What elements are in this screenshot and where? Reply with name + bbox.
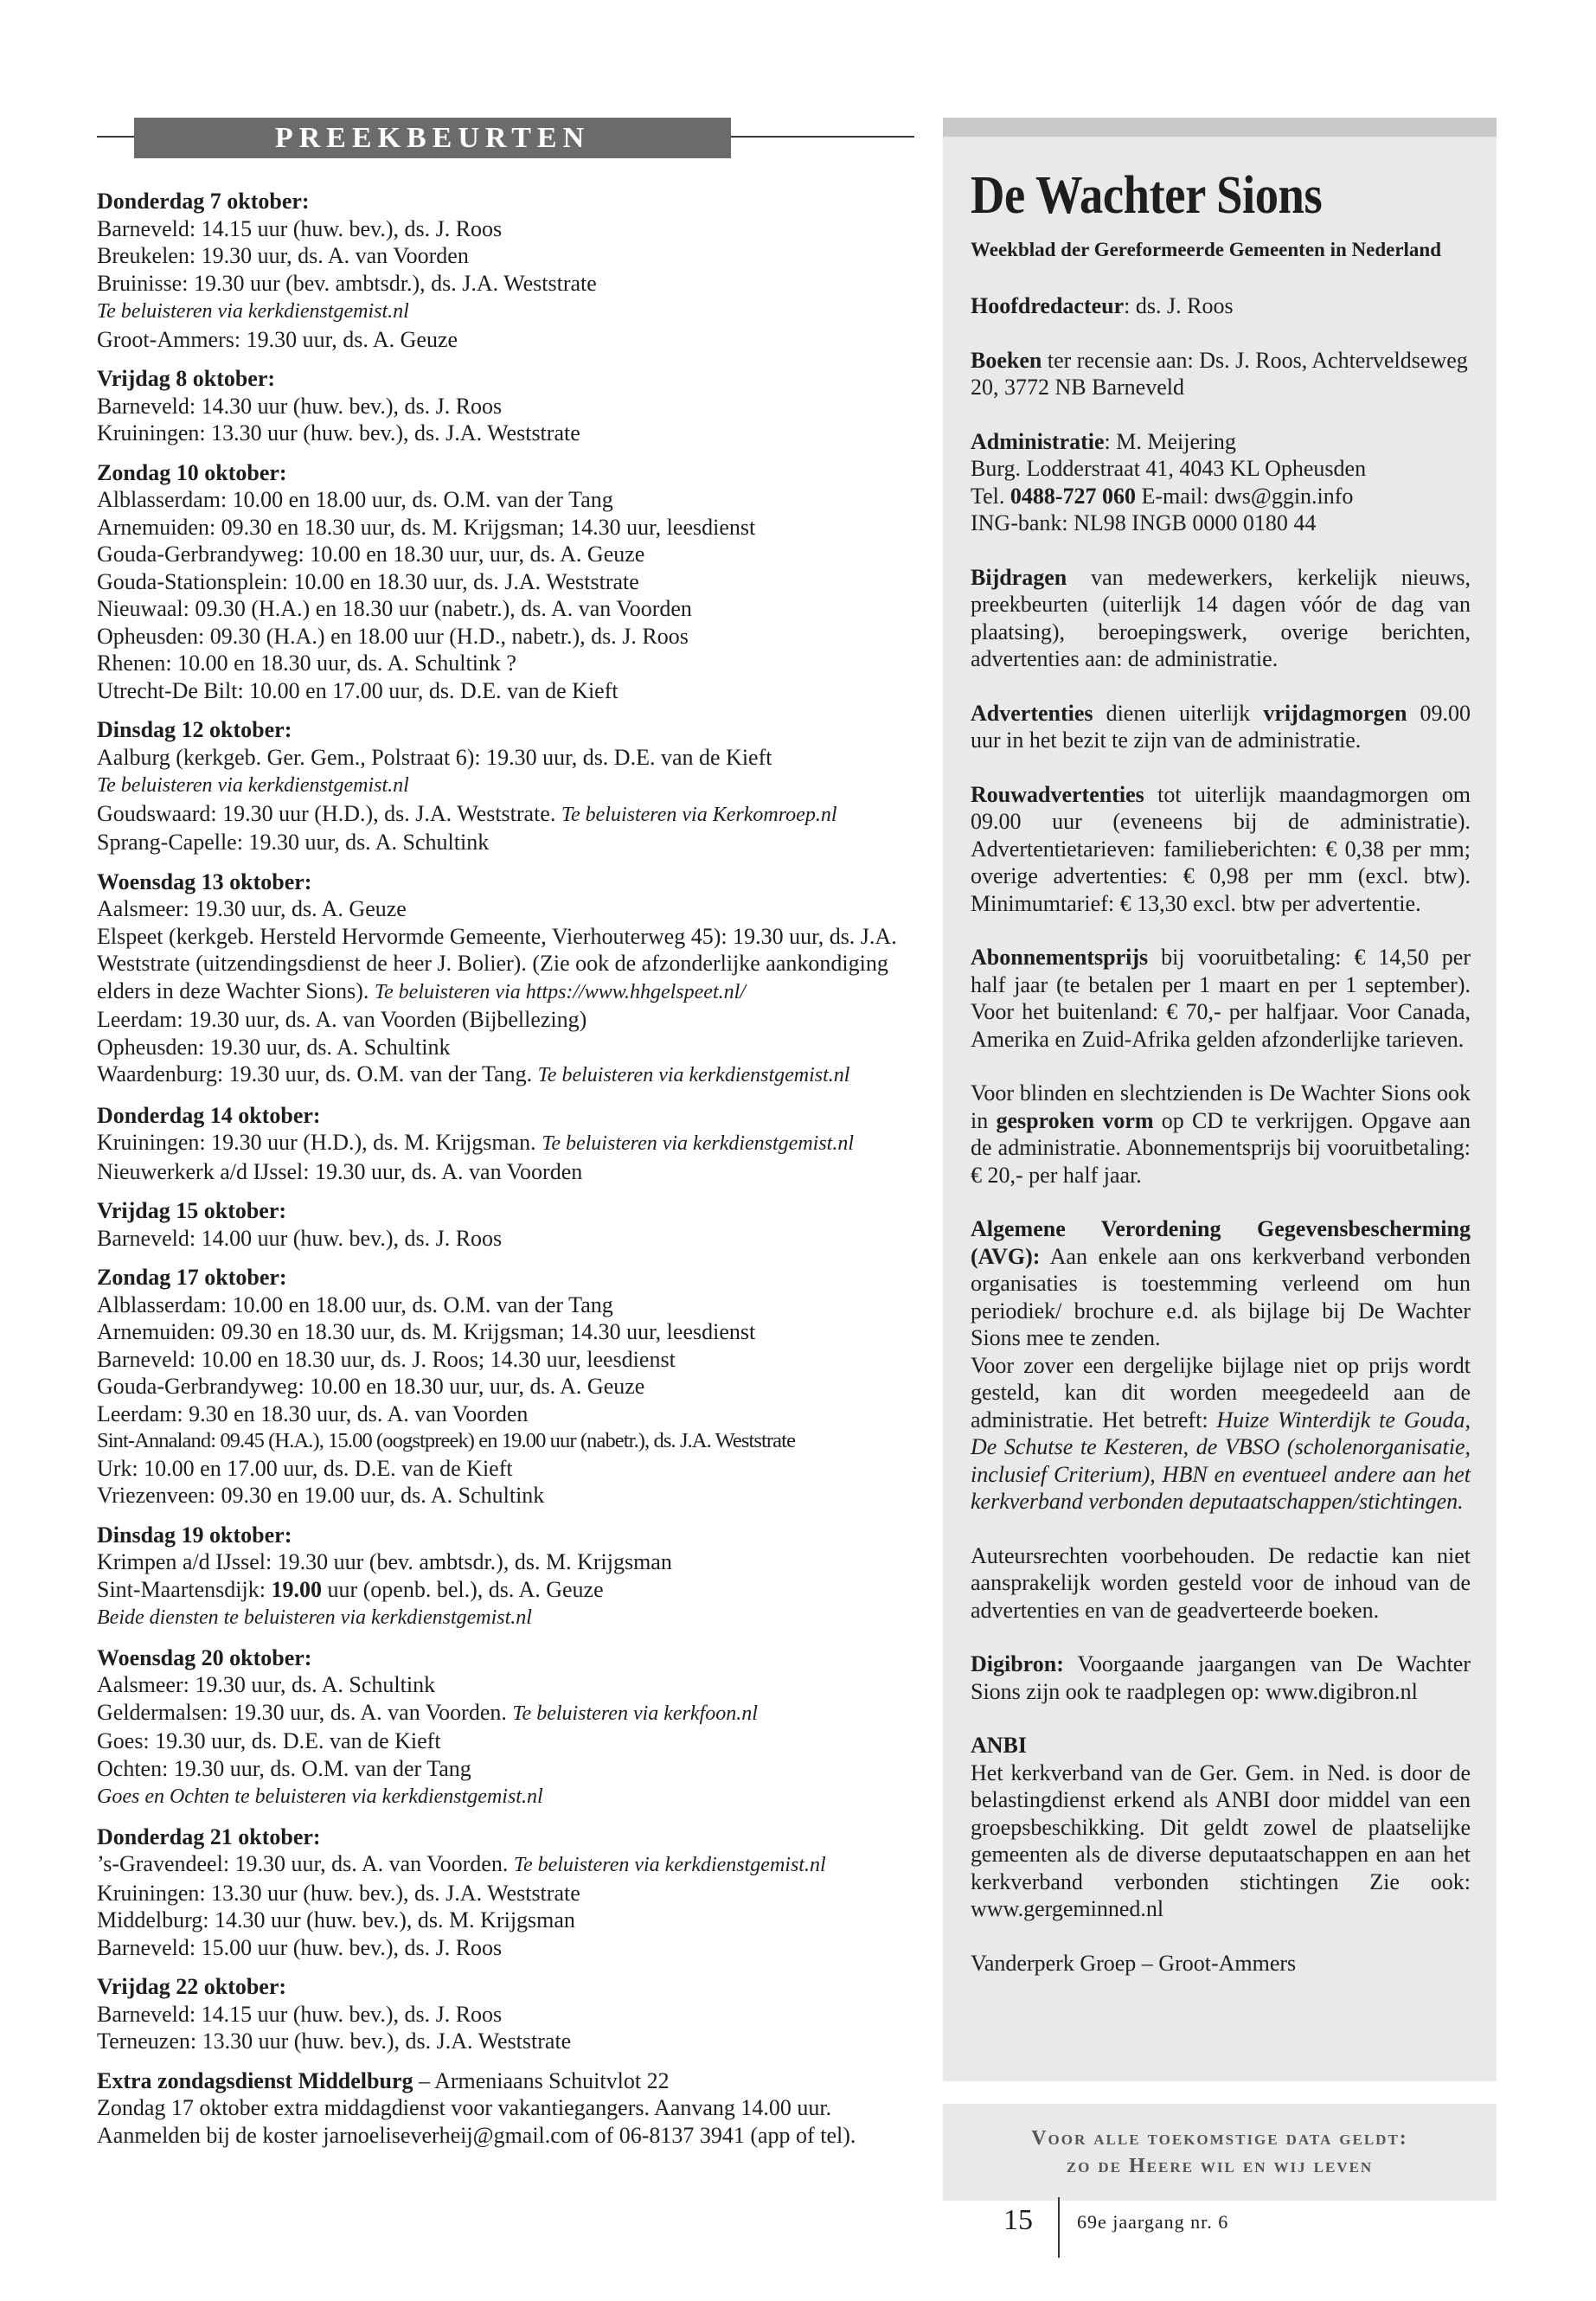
service-line: Barneveld: 14.15 uur (huw. bev.), ds. J. Roos: [97, 2001, 503, 2027]
page-separator: [1058, 2197, 1060, 2258]
header-rule-left: [97, 136, 134, 138]
service-line: Utrecht-De Bilt: 10.00 en 17.00 uur, ds. D.E. van de Kieft: [97, 677, 619, 703]
day-block: [97, 459, 914, 705]
service-line: Goes: 19.30 uur, ds. D.E. van de Kieft: [97, 1728, 441, 1753]
day-block: [97, 1264, 914, 1509]
service-line: Gouda-Stationsplein: 10.00 en 18.30 uur, ds. J.A. Weststrate: [97, 568, 639, 594]
service-line: Kruiningen: 13.30 uur (huw. bev.), ds. J.A. Weststrate: [97, 420, 580, 445]
service-line: Middelburg: 14.30 uur (huw. bev.), ds. M. Krijgsman: [97, 1907, 575, 1932]
service-line: Barneveld: 14.00 uur (huw. bev.), ds. J. Roos: [97, 1225, 503, 1251]
service-line: Urk: 10.00 en 17.00 uur, ds. D.E. van de Kieft: [97, 1455, 513, 1481]
preekbeurten-list: [97, 188, 914, 2149]
day-title: Donderdag 21 oktober:: [97, 1823, 321, 1849]
day-block: [97, 1823, 914, 1962]
service-line: Geldermalsen: 19.30 uur, ds. A. van Voorden. Te beluisteren via kerkfoon.nl: [97, 1699, 758, 1725]
service-line: Beide diensten te beluisteren via kerkdienstgemist.nl: [97, 1606, 532, 1629]
service-line: Alblasserdam: 10.00 en 18.00 uur, ds. O.M. van der Tang: [97, 1292, 613, 1317]
footer-line-2: zo de Heere wil en wij leven: [1066, 2155, 1374, 2177]
day-title: Woensdag 20 oktober:: [97, 1644, 312, 1670]
service-line: Opheusden: 19.30 uur, ds. A. Schultink: [97, 1034, 451, 1060]
service-line: Krimpen a/d IJssel: 19.30 uur (bev. ambtsdr.), ds. M. Krijgsman: [97, 1549, 672, 1574]
service-line: Opheusden: 09.30 (H.A.) en 18.00 uur (H.D., nabetr.), ds. J. Roos: [97, 623, 689, 649]
hoofdredacteur: Hoofdredacteur: ds. J. Roos: [971, 293, 1234, 318]
service-line: Groot-Ammers: 19.30 uur, ds. A. Geuze: [97, 326, 458, 352]
day-block: [97, 1522, 914, 1632]
colophon-box: [943, 118, 1497, 2081]
service-line: Goudswaard: 19.30 uur (H.D.), ds. J.A. Weststrate. Te beluisteren via Kerkomroep.nl: [97, 800, 837, 826]
day-title: Dinsdag 19 oktober:: [97, 1522, 292, 1548]
day-block: [97, 188, 914, 353]
masthead-subtitle: Weekblad der Gereformeerde Gemeenten in Nederland: [971, 239, 1442, 260]
service-line: Aalsmeer: 19.30 uur, ds. A. Schultink: [97, 1672, 436, 1697]
service-line: Leerdam: 9.30 en 18.30 uur, ds. A. van Voorden: [97, 1400, 529, 1426]
service-line: Te beluisteren via kerkdienstgemist.nl: [97, 774, 409, 797]
abonnementsprijs: Abonnementsprijs bij vooruitbetaling: € 14,50 per half jaar (te betalen per 1 maart en per 1 september). Voor het buitenland: € 70,- per halfjaar. Voor Canada, Amerika en Zuid-Afrika gelden afzonderlijke tarieven.: [971, 945, 1471, 1052]
day-block: [97, 1644, 914, 1811]
blinden: Voor blinden en slechtzienden is De Wachter Sions ook in gesproken vorm op CD te verkrijgen. Opgave aan de administratie. Abonnementsprijs bij vooruitbetaling: € 20,- per half jaar.: [971, 1080, 1471, 1188]
service-line: Aalsmeer: 19.30 uur, ds. A. Geuze: [97, 896, 407, 921]
day-block: [97, 365, 914, 447]
day-title: Woensdag 13 oktober:: [97, 868, 312, 894]
masthead-title: De Wachter Sions: [971, 166, 1323, 225]
avg: Algemene Verordening Gegevensbescherming (AVG): Aan enkele aan ons kerkverband verbonden organisaties is toestemming verleend om hun periodiek/ brochure e.d. als bijlage bij De Wachter Sions mee te zenden. Voor zover een dergelijke bijlage niet op prijs wordt gesteld, kan dit worden meegedeeld aan de administratie. Het betreft: Huize Winterdijk te Gouda, De Schutse te Kesteren, de VBSO (scholenorganisatie, inclusief Criterium), HBN en eventueel andere aan het kerkverband verbonden deputaatschappen/stichtingen.: [971, 1216, 1471, 1514]
bijdragen: Bijdragen van medewerkers, kerkelijk nieuws, preekbeurten (uiterlijk 14 dagen vóór de dag van plaatsing), beroepingswerk, overige berichten, advertenties aan: de administratie.: [971, 564, 1471, 671]
day-title: Vrijdag 15 oktober:: [97, 1198, 287, 1223]
day-title: Zondag 10 oktober:: [97, 459, 287, 485]
service-line: Barneveld: 15.00 uur (huw. bev.), ds. J. Roos: [97, 1934, 503, 1960]
service-line: Arnemuiden: 09.30 en 18.30 uur, ds. M. Krijgsman; 14.30 uur, leesdienst: [97, 514, 756, 540]
service-line: Elspeet (kerkgeb. Hersteld Hervormde Gemeente, Vierhouterweg 45): 19.30 uur, ds. J.A. Weststrate (uitzendingsdienst de heer J. Bolier). (Zie ook de afzonderlijke aankondiging elders in deze Wachter Sions). Te beluisteren via https://www.hhgelspeet.nl/: [97, 923, 897, 1003]
section-header: PREEKBEURTEN: [134, 118, 731, 158]
service-line: ’s-Gravendeel: 19.30 uur, ds. A. van Voorden. Te beluisteren via kerkdienstgemist.nl: [97, 1851, 826, 1876]
service-line: Barneveld: 14.30 uur (huw. bev.), ds. J. Roos: [97, 393, 503, 419]
service-line: Sprang-Capelle: 19.30 uur, ds. A. Schultink: [97, 830, 490, 855]
service-line: Gouda-Gerbrandyweg: 10.00 en 18.30 uur, uur, ds. A. Geuze: [97, 1374, 645, 1399]
anbi: ANBI Het kerkverband van de Ger. Gem. in Ned. is door de belastingdienst erkend als ANBI door middel van een groepsbeschikking. Dit geldt zowel de plaatselijke gemeenten als de diverse deputaatschappen en aan het kerkverband verbonden stichtingen Zie ook: www.gergeminned.nl: [971, 1733, 1471, 1921]
day-block: [97, 1197, 914, 1252]
day-block: [97, 868, 914, 1090]
header-rule-right: [731, 136, 914, 138]
service-line: Rhenen: 10.00 en 18.30 uur, ds. A. Schultink ?: [97, 651, 516, 676]
service-line: Nieuwaal: 09.30 (H.A.) en 18.30 uur (nabetr.), ds. A. van Voorden: [97, 596, 692, 621]
service-line: Vriezenveen: 09.30 en 19.00 uur, ds. A. Schultink: [97, 1483, 545, 1508]
service-line: Kruiningen: 13.30 uur (huw. bev.), ds. J.A. Weststrate: [97, 1880, 580, 1906]
service-line: Nieuwerkerk a/d IJssel: 19.30 uur, ds. A. van Voorden: [97, 1158, 583, 1184]
service-line: Kruiningen: 19.30 uur (H.D.), ds. M. Krijgsman. Te beluisteren via kerkdienstgemist.nl: [97, 1130, 855, 1155]
rouwadvertenties: Rouwadvertenties tot uiterlijk maandagmorgen om 09.00 uur (eveneens bij de administratie). Advertentietarieven: familieberichten: € 0,38 per mm; overige advertenties: € 0,98 per mm (excl. btw). Minimumtarief: € 13,30 excl. btw per advertentie.: [971, 781, 1471, 916]
service-line: Alblasserdam: 10.00 en 18.00 uur, ds. O.M. van der Tang: [97, 487, 613, 512]
day-block: [97, 716, 914, 856]
footer-motto: [943, 2104, 1497, 2201]
service-line: Bruinisse: 19.30 uur (bev. ambtsdr.), ds. J.A. Weststrate: [97, 270, 597, 296]
service-line: Barneveld: 10.00 en 18.30 uur, ds. J. Roos; 14.30 uur, leesdienst: [97, 1346, 676, 1372]
advertenties: Advertenties dienen uiterlijk vrijdagmorgen 09.00 uur in het bezit te zijn van de administratie.: [971, 700, 1471, 753]
extra-service-notice: Extra zondagsdienst Middelburg – Armeniaans Schuitvlot 22 Zondag 17 oktober extra middagdienst voor vakantiegangers. Aanvang 14.00 uur. Aanmelden bij de koster jarnoeliseverheij@gmail.com of 06-8137 3941 (app of tel).: [97, 2067, 856, 2148]
day-title: Donderdag 7 oktober:: [97, 189, 310, 214]
boeken: Boeken ter recensie aan: Ds. J. Roos, Achterveldseweg 20, 3772 NB Barneveld: [971, 347, 1468, 400]
auteursrechten: Auteursrechten voorbehouden. De redactie kan niet aansprakelijk worden gesteld voor de inhoud van de advertenties en van de geadverteerde boeken.: [971, 1542, 1471, 1623]
footer-line-1: Voor alle toekomstige data geldt:: [1031, 2127, 1408, 2150]
day-title: Vrijdag 22 oktober:: [97, 1974, 287, 1999]
digibron: Digibron: Voorgaande jaargangen van De Wachter Sions zijn ook te raadplegen op: www.digibron.nl: [971, 1651, 1471, 1704]
service-line: Ochten: 19.30 uur, ds. O.M. van der Tang: [97, 1755, 471, 1781]
day-title: Dinsdag 12 oktober:: [97, 717, 292, 742]
service-line: Barneveld: 14.15 uur (huw. bev.), ds. J. Roos: [97, 215, 503, 241]
day-title: Zondag 17 oktober:: [97, 1265, 287, 1290]
day-block: [97, 1102, 914, 1186]
administratie: Administratie: M. Meijering Burg. Lodderstraat 41, 4043 KL Opheusden Tel. 0488-727 060 E-mail: dws@ggin.info ING-bank: NL98 INGB 0000 0180 44: [971, 428, 1367, 535]
day-title: Donderdag 14 oktober:: [97, 1102, 321, 1128]
service-line: Sint-Annaland: 09.45 (H.A.), 15.00 (oogstpreek) en 19.00 uur (nabetr.), ds. J.A. Weststrate: [97, 1429, 796, 1452]
service-line: Sint-Maartensdijk: 19.00 uur (openb. bel.), ds. A. Geuze: [97, 1576, 604, 1602]
service-line: Goes en Ochten te beluisteren via kerkdienstgemist.nl: [97, 1785, 543, 1808]
service-line: Terneuzen: 13.30 uur (huw. bev.), ds. J.A. Weststrate: [97, 2029, 572, 2054]
service-line: Breukelen: 19.30 uur, ds. A. van Voorden: [97, 243, 469, 268]
page-number: 15: [1003, 2204, 1033, 2236]
service-line: Leerdam: 19.30 uur, ds. A. van Voorden (Bijbellezing): [97, 1007, 587, 1032]
service-line: Aalburg (kerkgeb. Ger. Gem., Polstraat 6): 19.30 uur, ds. D.E. van de Kieft: [97, 744, 772, 770]
printer: Vanderperk Groep – Groot-Ammers: [971, 1950, 1297, 1976]
day-title: Vrijdag 8 oktober:: [97, 366, 276, 391]
volume-info: 69e jaargang nr. 6: [1077, 2211, 1229, 2233]
day-block: [97, 1973, 914, 2055]
service-line: Gouda-Gerbrandyweg: 10.00 en 18.30 uur, uur, ds. A. Geuze: [97, 542, 645, 567]
service-line: Te beluisteren via kerkdienstgemist.nl: [97, 300, 409, 323]
service-line: Arnemuiden: 09.30 en 18.30 uur, ds. M. Krijgsman; 14.30 uur, leesdienst: [97, 1319, 756, 1344]
service-line: Waardenburg: 19.30 uur, ds. O.M. van der Tang. Te beluisteren via kerkdienstgemist.nl: [97, 1061, 850, 1086]
